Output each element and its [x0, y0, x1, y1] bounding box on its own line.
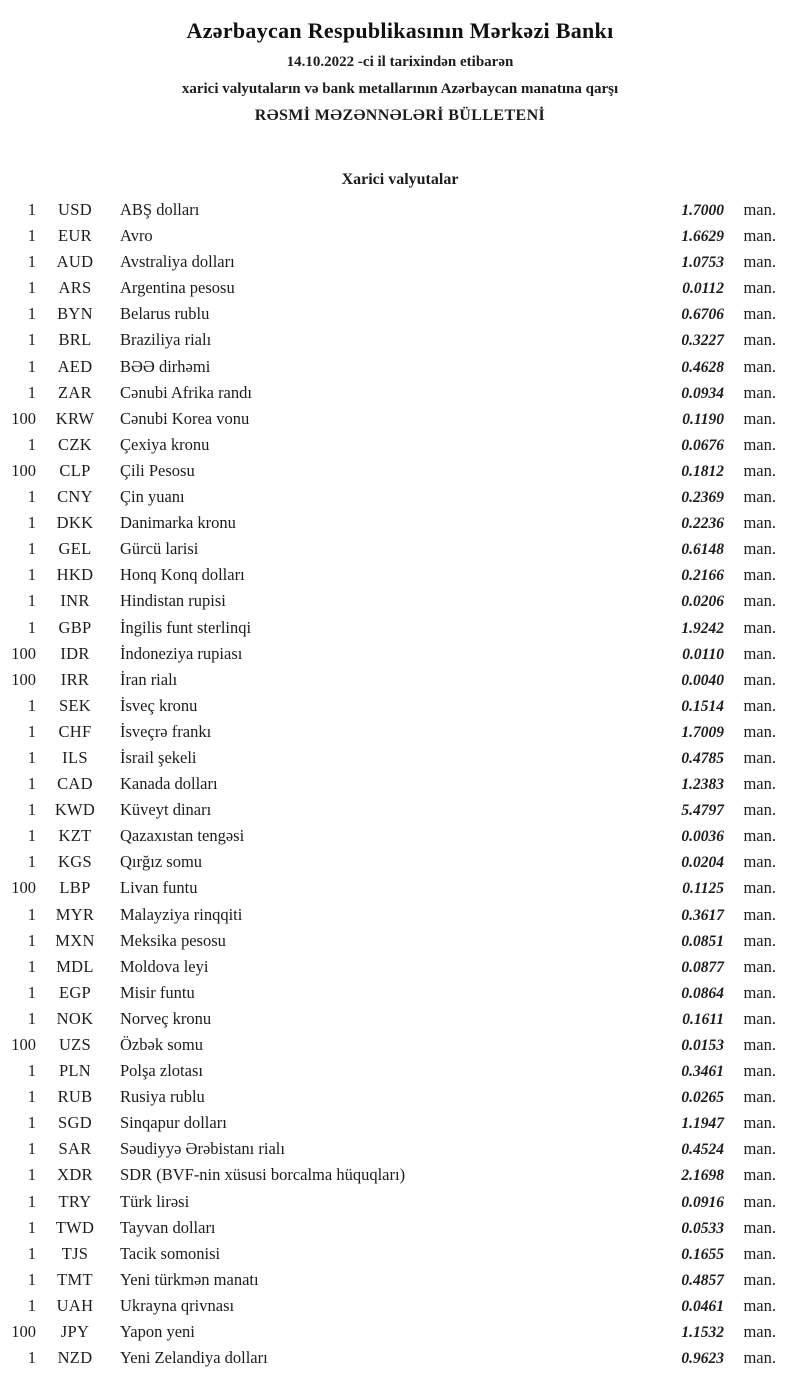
currency-rate: 0.0934: [681, 384, 724, 402]
currency-unit: man.: [743, 356, 776, 376]
table-row: [8, 588, 776, 614]
currency-unit: man.: [743, 617, 776, 637]
rates-table-body: [0, 197, 800, 1371]
currency-rate: 1.7000: [681, 202, 724, 219]
currency-unit: man.: [743, 878, 776, 898]
currency-rate: 0.3227: [681, 332, 724, 350]
currency-code: GEL: [58, 539, 92, 559]
currency-name: Misir funtu: [120, 982, 195, 1002]
currency-quantity: 1: [27, 617, 36, 637]
table-row: [8, 1345, 776, 1371]
currency-code: NZD: [57, 1348, 93, 1368]
currency-code: HKD: [56, 565, 94, 585]
currency-unit: man.: [743, 565, 776, 585]
currency-unit: man.: [743, 1087, 776, 1107]
table-row: [8, 719, 776, 745]
currency-name: Kanada dolları: [120, 774, 218, 794]
currency-name: Küveyt dinarı: [120, 800, 212, 820]
currency-code: NOK: [56, 1008, 94, 1028]
currency-code: TJS: [61, 1243, 89, 1263]
currency-name: Livan funtu: [120, 878, 198, 898]
table-row: [8, 380, 776, 406]
currency-rate: 0.1190: [682, 410, 724, 428]
currency-quantity: 1: [27, 826, 36, 846]
table-row: [8, 954, 776, 980]
currency-code: BYN: [57, 304, 93, 324]
table-row: [8, 1058, 776, 1084]
currency-quantity: 100: [11, 1035, 36, 1054]
currency-quantity: 1: [27, 356, 36, 376]
currency-rate: 1.1532: [681, 1324, 724, 1342]
currency-code: ZAR: [58, 382, 92, 402]
currency-rate: 0.0916: [681, 1193, 724, 1211]
table-row: [8, 510, 776, 536]
currency-name: İran rialı: [120, 669, 178, 689]
currency-unit: man.: [743, 1243, 776, 1263]
table-row: [8, 562, 776, 588]
currency-rate: 0.1125: [682, 880, 724, 898]
currency-rate: 0.4857: [681, 1271, 724, 1289]
currency-unit: man.: [743, 721, 776, 741]
currency-rate: 1.0753: [681, 254, 724, 272]
currency-quantity: 1: [27, 1061, 36, 1081]
currency-quantity: 1: [27, 721, 36, 741]
currency-unit: man.: [743, 1191, 776, 1211]
currency-name: Tayvan dolları: [120, 1217, 216, 1237]
bulletin-name: RƏSMİ MƏZƏNNƏLƏRİ BÜLLETENİ: [254, 107, 546, 124]
currency-name: Malayziya rinqqiti: [120, 904, 243, 924]
currency-name: Danimarka kronu: [120, 513, 236, 533]
currency-quantity: 1: [27, 226, 36, 246]
currency-rate: 2.1698: [681, 1167, 724, 1185]
table-row: [8, 875, 776, 901]
currency-name: Argentina pesosu: [120, 278, 235, 298]
table-row: [8, 615, 776, 641]
currency-code: MDL: [56, 956, 94, 976]
currency-unit: man.: [743, 513, 776, 533]
currency-name: Rusiya rublu: [120, 1087, 205, 1107]
currency-unit: man.: [743, 252, 776, 272]
currency-code: CAD: [57, 774, 93, 794]
table-row: [8, 1006, 776, 1032]
currency-code: CZK: [58, 434, 92, 454]
currency-unit: man.: [743, 1322, 776, 1342]
currency-code: JPY: [60, 1322, 90, 1342]
currency-code: KRW: [55, 408, 95, 428]
currency-rate: 0.2236: [681, 515, 724, 533]
currency-rate: 0.0676: [681, 436, 724, 454]
currency-quantity: 1: [27, 1217, 36, 1237]
currency-rate: 0.0040: [681, 671, 724, 689]
table-row: [8, 432, 776, 458]
currency-name: Çexiya kronu: [120, 434, 210, 454]
table-row: [8, 641, 776, 667]
currency-name: İndoneziya rupiası: [120, 643, 243, 663]
currency-code: AED: [57, 356, 93, 376]
currency-quantity: 1: [27, 982, 36, 1002]
currency-rate: 1.2383: [681, 776, 724, 794]
bulletin-header: [0, 18, 800, 125]
table-row: [8, 301, 776, 327]
currency-name: Türk lirəsi: [120, 1191, 190, 1211]
currency-quantity: 1: [27, 1113, 36, 1133]
currency-name: Hindistan rupisi: [120, 591, 226, 611]
currency-rate: 0.6148: [681, 541, 724, 559]
currency-rate: 0.0877: [681, 958, 724, 976]
table-row: [8, 902, 776, 928]
currency-code: ILS: [62, 747, 88, 767]
table-row: [8, 536, 776, 562]
currency-rate: 0.3461: [681, 1063, 724, 1081]
currency-rate: 0.0851: [681, 932, 724, 950]
currency-quantity: 1: [27, 252, 36, 272]
currency-unit: man.: [743, 982, 776, 1002]
table-row: [8, 1162, 776, 1188]
currency-name: Polşa zlotası: [120, 1061, 203, 1081]
currency-code: SAR: [58, 1139, 92, 1159]
currency-unit: man.: [743, 1348, 776, 1368]
bank-title: Azərbaycan Respublikasının Mərkəzi Bankı: [186, 18, 614, 43]
currency-unit: man.: [743, 643, 776, 663]
section-heading-foreign-currencies: Xarici valyutalar: [341, 171, 459, 188]
currency-rate: 0.1611: [682, 1010, 724, 1028]
currency-rate: 1.9242: [681, 619, 724, 637]
currency-quantity: 1: [27, 904, 36, 924]
currency-code: UZS: [58, 1035, 92, 1054]
table-row: [8, 458, 776, 484]
table-row: [8, 223, 776, 249]
currency-unit: man.: [743, 434, 776, 454]
currency-unit: man.: [743, 930, 776, 950]
currency-rate: 1.7009: [681, 723, 724, 741]
currency-code: CLP: [59, 460, 91, 480]
currency-unit: man.: [743, 904, 776, 924]
currency-quantity: 1: [27, 539, 36, 559]
currency-code: ARS: [58, 278, 92, 298]
currency-unit: man.: [743, 1139, 776, 1159]
table-row: [8, 275, 776, 301]
currency-quantity: 1: [27, 1348, 36, 1368]
currency-name: Sinqapur dolları: [120, 1113, 227, 1133]
currency-code: TWD: [55, 1217, 95, 1237]
currency-name: SDR (BVF-nin xüsusi borcalma hüquqları): [120, 1165, 406, 1185]
currency-code: EUR: [58, 226, 92, 246]
currency-name: Çili Pesosu: [120, 460, 195, 480]
currency-quantity: 1: [27, 382, 36, 402]
currency-unit: man.: [743, 1061, 776, 1081]
currency-unit: man.: [743, 747, 776, 767]
currency-code: IRR: [60, 669, 90, 689]
currency-rate: 0.0533: [681, 1219, 724, 1237]
currency-name: Yeni Zelandiya dolları: [120, 1348, 268, 1368]
currency-name: Cənubi Korea vonu: [120, 408, 250, 428]
table-row: [8, 1267, 776, 1293]
description-line: xarici valyutaların və bank metallarının Azərbaycan manatına qarşı: [181, 81, 619, 97]
table-row: [8, 354, 776, 380]
currency-unit: man.: [743, 304, 776, 324]
currency-unit: man.: [743, 852, 776, 872]
currency-unit: man.: [743, 200, 776, 219]
effective-date-line: 14.10.2022 -ci il tarixindən etibarən: [286, 54, 514, 70]
currency-name: Yapon yeni: [120, 1322, 195, 1342]
currency-code: TMT: [57, 1269, 93, 1289]
currency-rate: 0.0206: [681, 593, 724, 611]
currency-code: PLN: [58, 1061, 92, 1081]
currency-name: Belarus rublu: [120, 304, 210, 324]
currency-rate: 0.1812: [681, 462, 724, 480]
currency-quantity: 1: [27, 200, 36, 219]
currency-name: Çin yuanı: [120, 487, 185, 507]
currency-quantity: 100: [11, 878, 36, 898]
currency-quantity: 1: [27, 330, 36, 350]
currency-quantity: 1: [27, 565, 36, 585]
currency-unit: man.: [743, 956, 776, 976]
currency-code: MYR: [55, 904, 95, 924]
currency-quantity: 1: [27, 930, 36, 950]
currency-quantity: 100: [11, 408, 36, 428]
table-row: [8, 327, 776, 353]
table-row: [8, 849, 776, 875]
currency-name: İsveçrə frankı: [120, 721, 212, 741]
currency-rate: 0.3617: [681, 906, 724, 924]
currency-rate: 0.0461: [681, 1297, 724, 1315]
currency-name: BƏƏ dirhəmi: [120, 356, 211, 376]
currency-quantity: 1: [27, 1243, 36, 1263]
currency-code: EGP: [58, 982, 92, 1002]
currency-quantity: 1: [27, 1087, 36, 1107]
currency-rate: 0.6706: [681, 306, 724, 324]
currency-code: KWD: [54, 800, 96, 820]
currency-unit: man.: [743, 826, 776, 846]
currency-unit: man.: [743, 669, 776, 689]
currency-quantity: 1: [27, 513, 36, 533]
currency-code: UAH: [56, 1295, 94, 1315]
currency-quantity: 1: [27, 1295, 36, 1315]
currency-name: ABŞ dolları: [120, 200, 200, 219]
currency-unit: man.: [743, 487, 776, 507]
currency-unit: man.: [743, 278, 776, 298]
currency-name: Norveç kronu: [120, 1008, 212, 1028]
currency-code: TRY: [58, 1191, 92, 1211]
currency-quantity: 1: [27, 487, 36, 507]
currency-quantity: 1: [27, 434, 36, 454]
currency-rate: 0.0864: [681, 984, 724, 1002]
currency-code: LBP: [59, 878, 91, 898]
currency-code: AUD: [56, 252, 94, 272]
table-row: [8, 667, 776, 693]
currency-quantity: 1: [27, 1139, 36, 1159]
currency-code: BRL: [58, 330, 92, 350]
currency-unit: man.: [743, 330, 776, 350]
currency-code: SEK: [58, 695, 92, 715]
currency-rate: 0.0110: [682, 645, 724, 663]
table-row: [8, 745, 776, 771]
table-row: [8, 1032, 776, 1058]
currency-unit: man.: [743, 1295, 776, 1315]
currency-rate: 0.0112: [682, 280, 724, 298]
currency-code: KZT: [58, 826, 92, 846]
table-row: [8, 1319, 776, 1345]
currency-unit: man.: [743, 1113, 776, 1133]
currency-rate: 0.1514: [681, 697, 724, 715]
currency-code: XDR: [57, 1165, 93, 1185]
currency-quantity: 1: [27, 774, 36, 794]
table-row: [8, 771, 776, 797]
currency-rate: 5.4797: [681, 802, 724, 820]
currency-quantity: 1: [27, 1165, 36, 1185]
currency-rate: 0.2166: [681, 567, 724, 585]
currency-quantity: 1: [27, 852, 36, 872]
currency-code: MXN: [55, 930, 95, 950]
currency-unit: man.: [743, 774, 776, 794]
currency-name: İsrail şekeli: [120, 747, 197, 767]
currency-quantity: 1: [27, 695, 36, 715]
currency-rate: 0.4785: [681, 749, 724, 767]
currency-unit: man.: [743, 1008, 776, 1028]
currency-quantity: 100: [11, 1322, 36, 1342]
currency-code: DKK: [56, 513, 94, 533]
currency-quantity: 1: [27, 278, 36, 298]
table-row: [8, 1241, 776, 1267]
table-row: [8, 1084, 776, 1110]
currency-quantity: 100: [11, 669, 36, 689]
table-row: [8, 1215, 776, 1241]
currency-code: INR: [60, 591, 90, 611]
currency-name: Ukrayna qrivnası: [120, 1295, 235, 1315]
currency-rate: 1.1947: [681, 1115, 724, 1133]
currency-unit: man.: [743, 695, 776, 715]
currency-quantity: 1: [27, 1008, 36, 1028]
table-row: [8, 823, 776, 849]
currency-quantity: 100: [11, 643, 36, 663]
currency-rate: 0.9623: [681, 1350, 724, 1368]
currency-name: Meksika pesosu: [120, 930, 226, 950]
table-row: [8, 1110, 776, 1136]
table-row: [8, 1136, 776, 1162]
currency-rate: 0.0036: [681, 828, 724, 846]
currency-name: İngilis funt sterlinqi: [120, 617, 252, 637]
table-row: [8, 980, 776, 1006]
currency-quantity: 1: [27, 304, 36, 324]
currency-rate: 0.0204: [681, 854, 724, 872]
currency-name: Avro: [120, 226, 153, 246]
currency-unit: man.: [743, 226, 776, 246]
currency-name: Honq Konq dolları: [120, 565, 245, 585]
currency-unit: man.: [743, 1269, 776, 1289]
currency-code: IDR: [60, 643, 90, 663]
currency-unit: man.: [743, 408, 776, 428]
table-row: [8, 797, 776, 823]
table-row: [8, 249, 776, 275]
currency-code: USD: [58, 200, 92, 219]
currency-name: Moldova leyi: [120, 956, 209, 976]
currency-quantity: 1: [27, 1269, 36, 1289]
currency-unit: man.: [743, 591, 776, 611]
currency-unit: man.: [743, 460, 776, 480]
currency-rate: 0.2369: [681, 489, 724, 507]
table-row: [8, 406, 776, 432]
currency-name: Braziliya rialı: [120, 330, 212, 350]
currency-name: Özbək somu: [120, 1035, 203, 1054]
currency-rate: 0.4628: [681, 358, 724, 376]
currency-code: GBP: [58, 617, 92, 637]
currency-quantity: 1: [27, 800, 36, 820]
currency-unit: man.: [743, 1165, 776, 1185]
currency-code: SGD: [58, 1113, 92, 1133]
currency-unit: man.: [743, 800, 776, 820]
table-row: [8, 484, 776, 510]
table-row: [8, 1293, 776, 1319]
currency-unit: man.: [743, 382, 776, 402]
currency-quantity: 1: [27, 956, 36, 976]
currency-quantity: 1: [27, 591, 36, 611]
table-row: [8, 197, 776, 223]
currency-quantity: 1: [27, 747, 36, 767]
currency-rate: 0.4524: [681, 1141, 724, 1159]
currency-name: Qazaxıstan tengəsi: [120, 826, 245, 846]
currency-name: Qırğız somu: [120, 852, 203, 872]
currency-rate: 0.0265: [681, 1089, 724, 1107]
currency-code: RUB: [57, 1087, 93, 1107]
currency-name: Səudiyyə Ərəbistanı rialı: [120, 1139, 285, 1159]
currency-name: Cənubi Afrika randı: [120, 382, 252, 402]
currency-rate: 1.6629: [681, 228, 724, 246]
table-row: [8, 928, 776, 954]
table-row: [8, 1189, 776, 1215]
currency-quantity: 1: [27, 1191, 36, 1211]
currency-name: İsveç kronu: [120, 695, 198, 715]
currency-name: Yeni türkmən manatı: [120, 1269, 259, 1289]
currency-code: CHF: [58, 721, 92, 741]
currency-name: Tacik somonisi: [120, 1243, 221, 1263]
currency-name: Avstraliya dolları: [120, 252, 235, 272]
currency-code: KGS: [58, 852, 92, 872]
currency-unit: man.: [743, 539, 776, 559]
currency-rate: 0.0153: [681, 1037, 724, 1054]
table-row: [8, 693, 776, 719]
currency-unit: man.: [743, 1035, 776, 1054]
currency-quantity: 100: [11, 460, 36, 480]
currency-unit: man.: [743, 1217, 776, 1237]
currency-code: CNY: [57, 487, 93, 507]
currency-name: Gürcü larisi: [120, 539, 199, 559]
currency-rate: 0.1655: [681, 1245, 724, 1263]
